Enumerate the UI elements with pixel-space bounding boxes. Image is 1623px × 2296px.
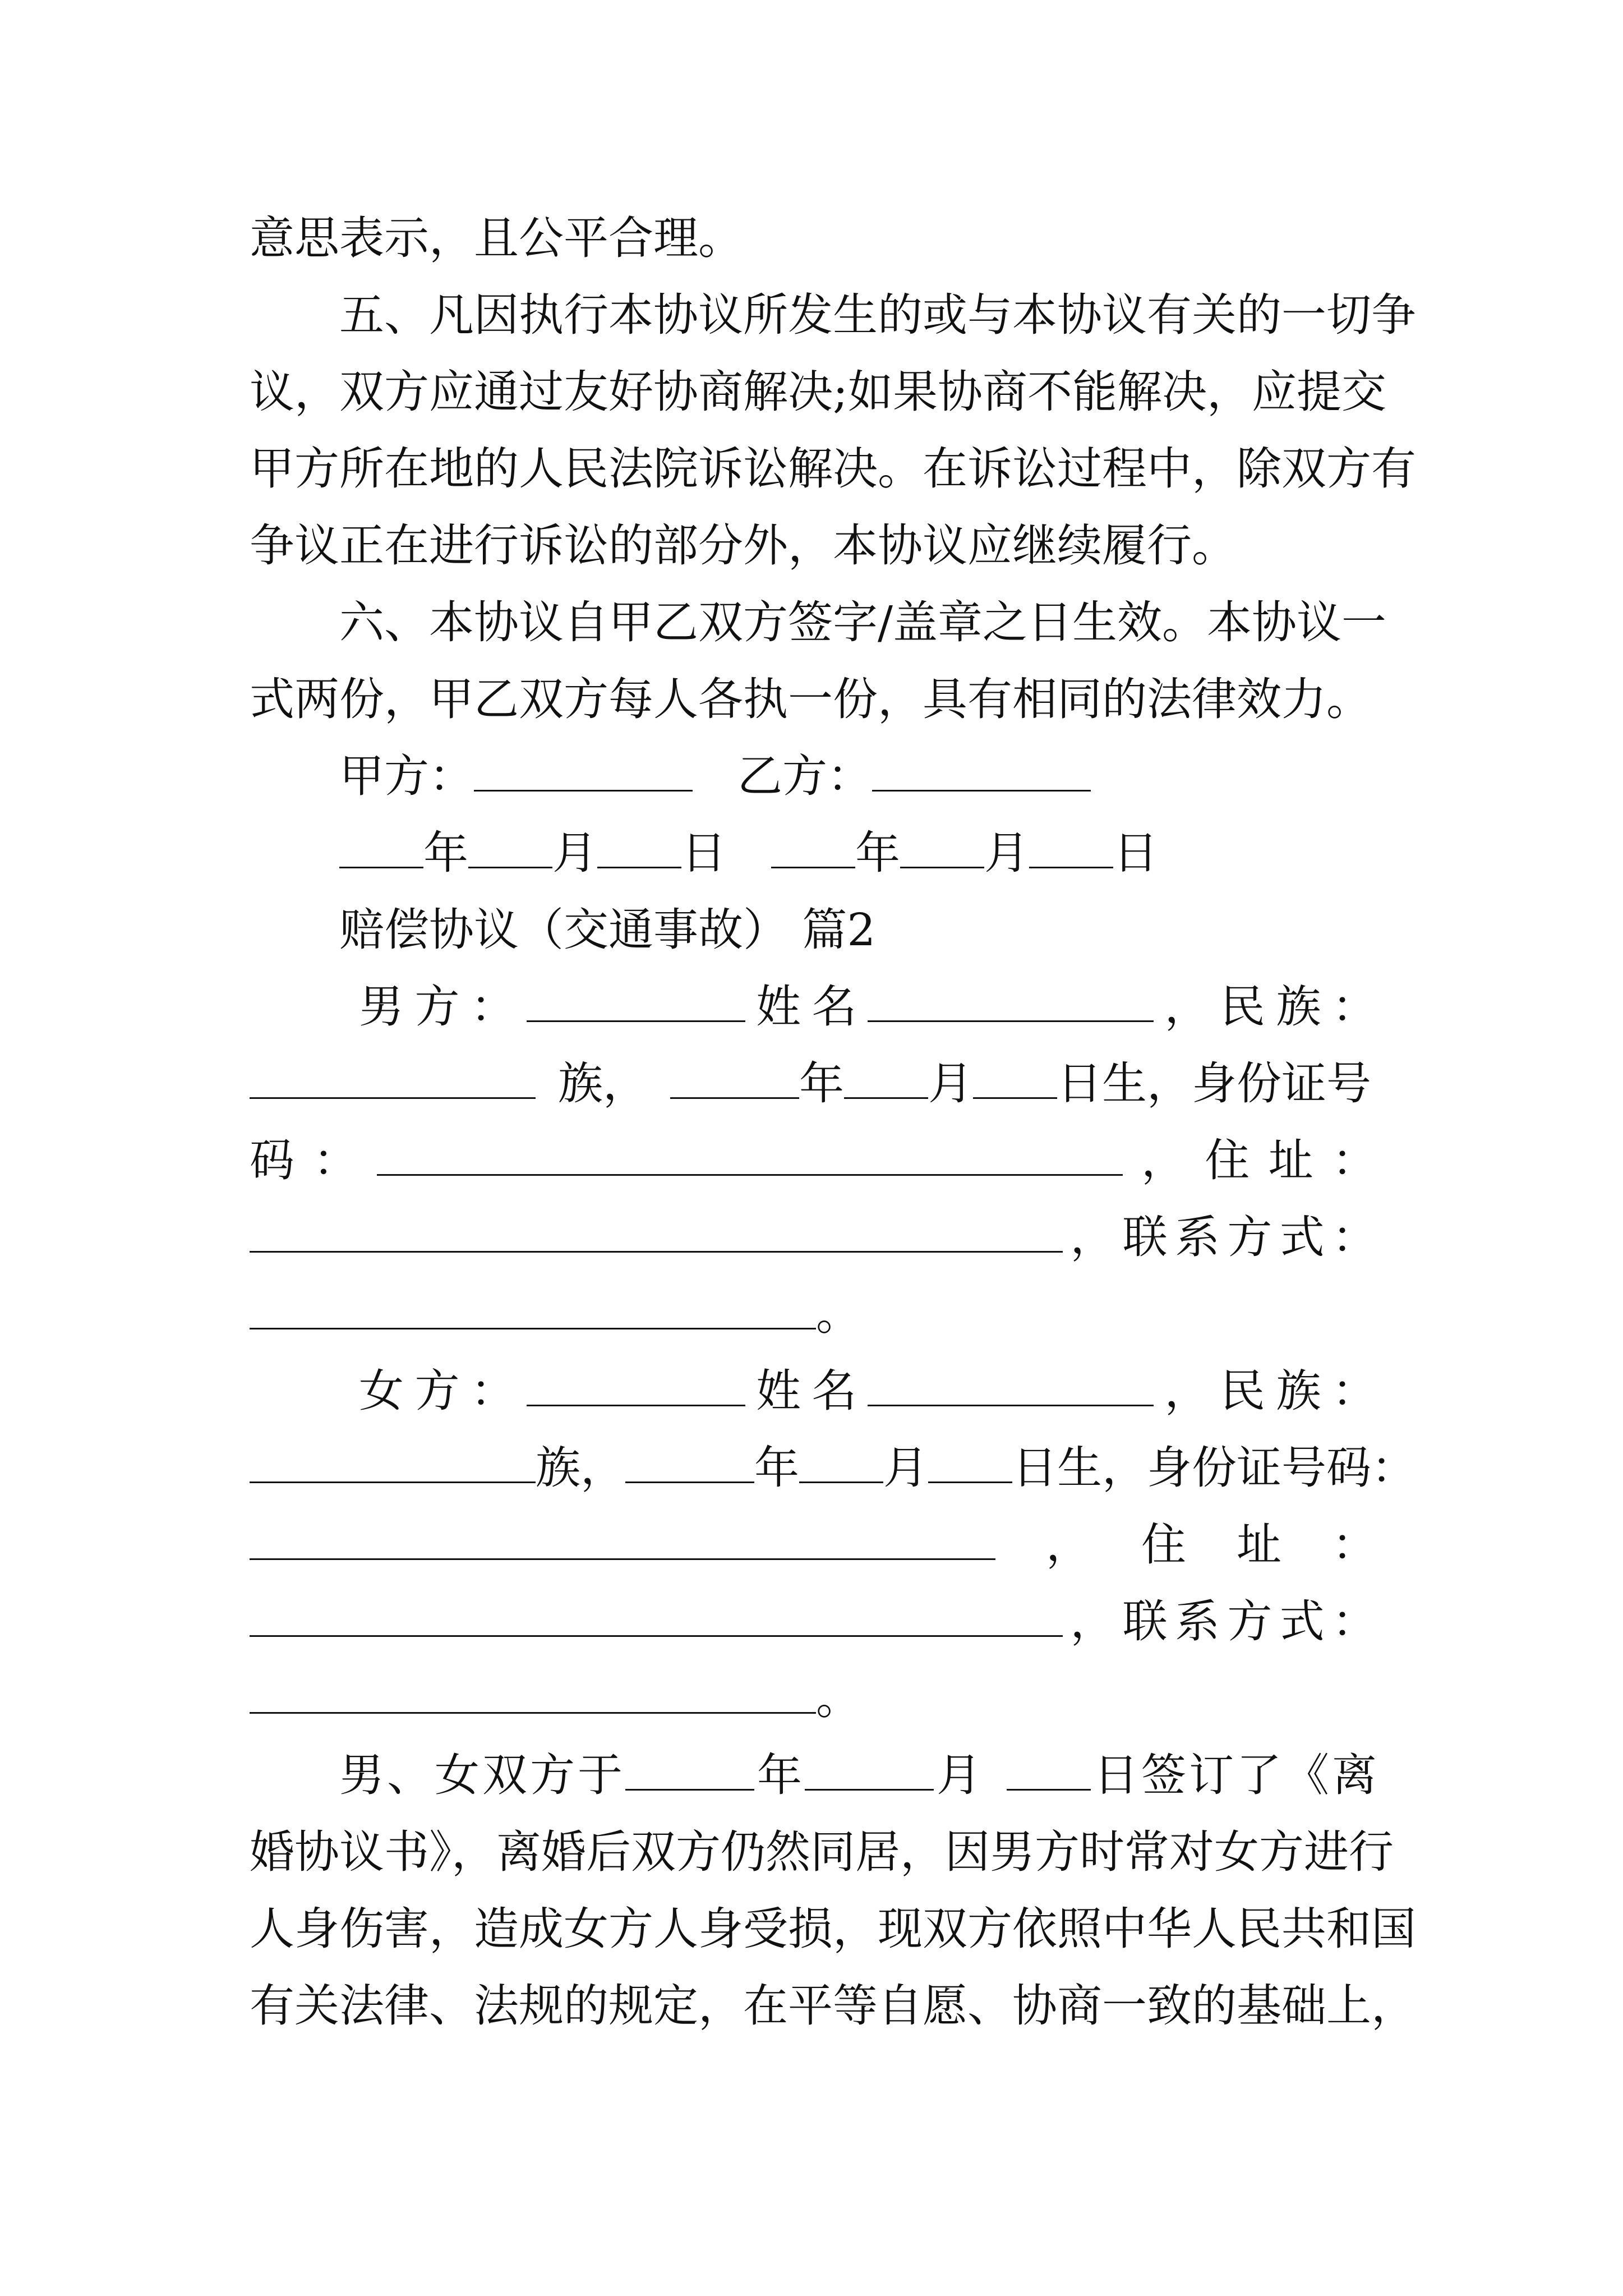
final-paragraph-line-2: 婚协议书》，离婚后双方仍然同居，因男方时常对女方进行	[250, 1826, 1394, 1878]
female-line-4: ，联系方式：	[250, 1582, 1377, 1661]
party-b-label: 乙方：	[737, 750, 872, 802]
male-line-5: 。	[250, 1275, 1377, 1354]
male-line-1: 男方： 姓名 ，民族：	[359, 968, 1377, 1046]
final-paragraph-line-4: 有关法律、法规的规定，在平等自愿、协商一致的基础上，	[250, 1980, 1416, 2032]
paragraph-end-line: 意思表示，且公平合理。	[250, 212, 743, 264]
female-line-2: 族， 年 月 日生，身份证号码：	[250, 1429, 1377, 1507]
section-title: 赔偿协议（交通事故） 篇2	[339, 904, 876, 956]
article-5-line-2: 议，双方应通过友好协商解决;如果协商不能解决，应提交	[250, 366, 1386, 418]
male-line-4: ，联系方式：	[250, 1198, 1377, 1277]
party-b-blank	[872, 746, 1091, 792]
party-a-label: 甲方：	[339, 750, 474, 802]
signature-line	[339, 737, 1377, 816]
date-line: 年 月 日 年 月 日	[339, 814, 1377, 892]
article-5-line-3: 甲方所在地的人民法院诉讼解决。在诉讼过程中，除双方有	[250, 443, 1416, 495]
article-6-line-1: 六、本协议自甲乙双方签字/盖章之日生效。本协议一	[339, 596, 1386, 648]
female-line-5: 。	[250, 1659, 1377, 1738]
article-5-line-1: 五、凡因执行本协议所发生的或与本协议有关的一切争	[339, 289, 1416, 341]
article-6-line-2: 式两份，甲乙双方每人各执一份，具有相同的法律效力。	[250, 673, 1371, 725]
final-paragraph-line-3: 人身伤害，造成女方人身受损，现双方依照中华人民共和国	[250, 1903, 1416, 1955]
party-a-blank	[474, 746, 693, 792]
female-line-1: 女方： 姓名 ，民族：	[359, 1352, 1377, 1430]
male-line-3: 码： ，住址：	[250, 1121, 1377, 1200]
article-5-line-4: 争议正在进行诉讼的部分外，本协议应继续履行。	[250, 519, 1237, 572]
final-paragraph-line-1: 男、女双方于 年 月 日签订了《离	[339, 1736, 1377, 1815]
male-line-2: 族， 年 月 日生，身份证号	[250, 1045, 1377, 1123]
female-line-3: ，住址：	[250, 1506, 1377, 1584]
